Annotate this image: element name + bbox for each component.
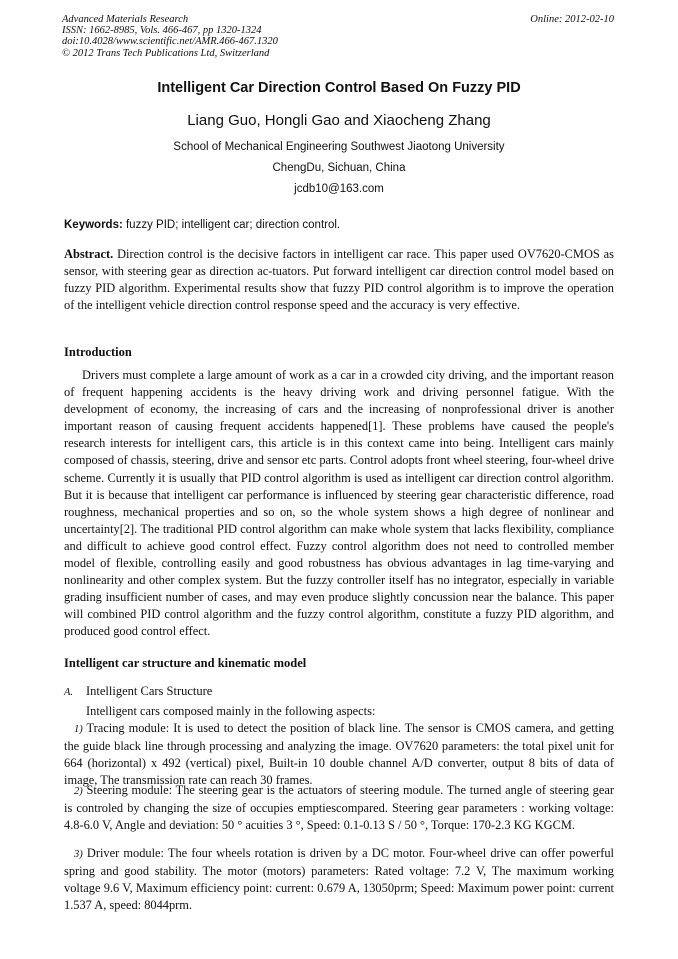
section-heading-introduction: Introduction [64, 345, 132, 359]
list-item-number: 1) [74, 724, 83, 735]
list-item-number: 2) [74, 786, 83, 797]
doi-line: doi:10.4028/www.scientific.net/AMR.466-467.1320 [62, 36, 278, 48]
abstract [64, 246, 614, 314]
section-heading-structure: Intelligent car structure and kinematic model [64, 656, 307, 670]
subsection-heading [64, 684, 212, 699]
abstract-label: Abstract. [64, 247, 114, 261]
structure-lead: Intelligent cars composed mainly in the following aspects: [86, 704, 376, 718]
affiliation-city: ChengDu, Sichuan, China [272, 162, 406, 174]
journal-name: Advanced Materials Research [62, 14, 189, 25]
paper-title: Intelligent Car Direction Control Based On Fuzzy PID [157, 80, 521, 96]
keywords [64, 219, 614, 231]
author-list: Liang Guo, Hongli Gao and Xiaocheng Zhang [187, 112, 491, 129]
online-date: Online: 2012-02-10 [530, 14, 614, 25]
list-item-text: Steering module: The steering gear is the actuators of steering module. The turned angle of steering gear is controled by changing the size of occupies emptiescompared. Steering gear parameters : working voltage: 4.8-6.0 V, Angle and deviation: 50 ° acuities 3 °, Speed: 0.1-0.13 S / 50 °, Torque: 170-2.3 KG KGCM. [64, 783, 614, 833]
subsection-label: A. [64, 687, 74, 698]
list-item-number: 3) [74, 849, 83, 860]
affiliation-school: School of Mechanical Engineering Southwest Jiaotong University [173, 141, 505, 153]
list-item-text: Tracing module: It is used to detect the position of black line. The sensor is CMOS camera, and getting the guide black line through processing and analyzing the image. OV7620 parameters: the total pixel unit for 664 (horizontal) x 492 (vertical) pixel, Built-in 10 double channel A/D converter, output 8 bits of data of image, The transmission rate can reach 30 frames. [64, 721, 614, 788]
copyright-line: © 2012 Trans Tech Publications Ltd, Switzerland [62, 47, 270, 59]
abstract-text: Direction control is the decisive factors in intelligent car race. This paper used OV7620-CMOS as sensor, with steering gear as direction ac-tuators. Put forward intelligent car direction control model based on fuzzy PID algorithm. Experimental results show that fuzzy PID control algorithm is to improve the operation of the intelligent vehicle direction control response speed and the accuracy is very effective. [64, 247, 614, 313]
list-item-tracing [64, 720, 614, 789]
issn-line: ISSN: 1662-8985, Vols. 466-467, pp 1320-1324 [62, 25, 262, 37]
keywords-label: Keywords: [64, 219, 123, 231]
list-item-text: Driver module: The four wheels rotation is driven by a DC motor. Four-wheel drive can offer powerful spring and good stability. The motor (motors) parameters: Rated voltage: 7.2 V, The maximum working voltage 9.6 V, Maximum efficiency point: current: 0.679 A, 13050prm; Speed: Maximum power point: current 1.537 A, speed: 8044prm. [64, 846, 614, 913]
introduction-text: Drivers must complete a large amount of work as a car in a crowded city driving, and the important reason of frequent happening accidents is the heavy driving work and driving personnel fatigue. With the development of economy, the increasing of cars and the increasing of nonprofessional driver is another important reason of causing frequent accidents happened[1]. These problems have caused the people's research interests for intelligent cars, this article is in this context came into being. Intelligent cars mainly composed of chassis, steering, drive and sensor etc parts. Control adopts front wheel steering, four-wheel drive scheme. Currently it is usually that PID control algorithm is used as intelligent car direction control algorithm. But it is because that intelligent car performance is influenced by steering gear characteristic difference, road roughness, mechanical properties and so on, so the whole system shows a high degree of nonlinear and uncertainty[2]. The traditional PID control algorithm can make whole system that lacks flexibility, compliance and difficult to achieve good control effect. Fuzzy control algorithm does not need to controlled member model of flexible, controlling easily and good robustness has obvious advantages in lag time-varying and nonlinearity and other complex system. But the fuzzy controller itself has no integrator, especially in variable grading insufficient number of cases, and may even produce slightly concussion near the balance. This paper will combined PID control algorithm and the fuzzy control algorithm, constitute a fuzzy PID algorithm, and produced good control effect. [64, 368, 614, 639]
subsection-title: Intelligent Cars Structure [86, 684, 213, 698]
list-item-driver [64, 845, 614, 914]
journal-header [62, 14, 614, 59]
keywords-text: fuzzy PID; intelligent car; direction control. [122, 219, 341, 231]
list-item-steering [64, 782, 614, 834]
author-email: jcdb10@163.com [294, 183, 384, 195]
